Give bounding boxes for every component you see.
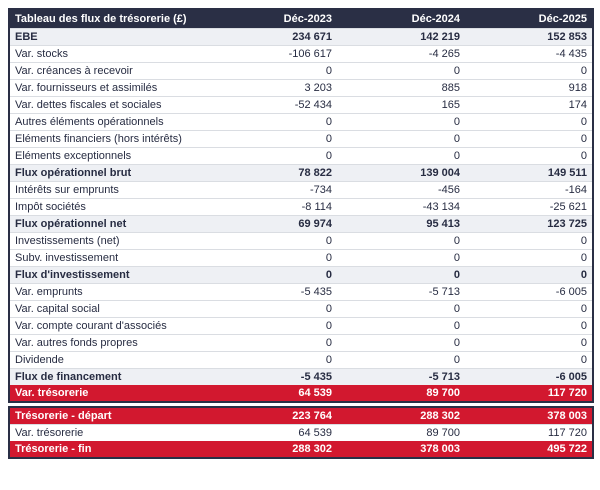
row-value: -164 [465, 181, 593, 198]
table-row [9, 96, 593, 113]
row-value: 0 [209, 249, 337, 266]
table-row [9, 368, 593, 385]
row-value: 89 700 [337, 385, 465, 402]
row-label: Subv. investissement [9, 249, 209, 266]
row-label: Autres éléments opérationnels [9, 113, 209, 130]
row-value: 0 [337, 351, 465, 368]
row-label: Flux opérationnel net [9, 215, 209, 232]
column-header-dec-2023: Déc-2023 [209, 9, 337, 28]
row-label: Var. stocks [9, 45, 209, 62]
row-value: 0 [465, 147, 593, 164]
row-value: 0 [465, 113, 593, 130]
row-value: 378 003 [337, 441, 465, 458]
row-value: 918 [465, 79, 593, 96]
table-row [9, 351, 593, 368]
row-value: 288 302 [209, 441, 337, 458]
row-value: -52 434 [209, 96, 337, 113]
row-value: 0 [337, 300, 465, 317]
row-value: 89 700 [337, 424, 465, 441]
table-row [9, 147, 593, 164]
row-value: 165 [337, 96, 465, 113]
row-value: 0 [337, 232, 465, 249]
row-label: Var. créances à recevoir [9, 62, 209, 79]
row-label: Var. compte courant d'associés [9, 317, 209, 334]
row-value: 64 539 [209, 385, 337, 402]
row-value: 64 539 [209, 424, 337, 441]
row-value: 78 822 [209, 164, 337, 181]
row-value: 0 [337, 317, 465, 334]
row-value: 0 [337, 113, 465, 130]
row-value: 0 [209, 266, 337, 283]
row-value: 0 [465, 334, 593, 351]
row-value: 0 [337, 334, 465, 351]
table-row [9, 62, 593, 79]
table-row [9, 441, 593, 458]
row-value: 152 853 [465, 28, 593, 45]
row-value: -25 621 [465, 198, 593, 215]
table-row [9, 130, 593, 147]
table-row [9, 215, 593, 232]
row-value: -5 713 [337, 283, 465, 300]
table-row [9, 79, 593, 96]
row-value: -6 005 [465, 368, 593, 385]
row-value: -5 435 [209, 283, 337, 300]
row-value: 0 [465, 130, 593, 147]
row-label: Flux d'investissement [9, 266, 209, 283]
cash-flow-table [8, 8, 594, 403]
row-value: 0 [465, 317, 593, 334]
row-value: -734 [209, 181, 337, 198]
row-value: 0 [209, 147, 337, 164]
row-label: Var. capital social [9, 300, 209, 317]
row-label: Impôt sociétés [9, 198, 209, 215]
row-value: 123 725 [465, 215, 593, 232]
row-value: 0 [465, 300, 593, 317]
row-value: -6 005 [465, 283, 593, 300]
row-value: 3 203 [209, 79, 337, 96]
table-row [9, 300, 593, 317]
row-value: 378 003 [465, 407, 593, 424]
table-row [9, 181, 593, 198]
row-value: 288 302 [337, 407, 465, 424]
row-label: Var. trésorerie [9, 385, 209, 402]
row-value: 0 [209, 232, 337, 249]
row-value: -106 617 [209, 45, 337, 62]
table-row [9, 113, 593, 130]
table-row [9, 424, 593, 441]
row-value: 149 511 [465, 164, 593, 181]
row-label: Var. dettes fiscales et sociales [9, 96, 209, 113]
treasury-summary-table [8, 406, 594, 459]
row-value: -43 134 [337, 198, 465, 215]
table-row [9, 317, 593, 334]
row-value: 117 720 [465, 385, 593, 402]
row-label: Trésorerie - départ [9, 407, 209, 424]
row-label: Var. autres fonds propres [9, 334, 209, 351]
row-value: 223 764 [209, 407, 337, 424]
row-label: Investissements (net) [9, 232, 209, 249]
row-value: 0 [209, 317, 337, 334]
row-label: Trésorerie - fin [9, 441, 209, 458]
row-value: 0 [465, 351, 593, 368]
row-value: 0 [209, 334, 337, 351]
row-value: 0 [337, 249, 465, 266]
row-label: Flux de financement [9, 368, 209, 385]
row-value: 0 [337, 62, 465, 79]
row-value: 0 [209, 113, 337, 130]
row-label: Var. trésorerie [9, 424, 209, 441]
row-value: 117 720 [465, 424, 593, 441]
row-value: 0 [209, 300, 337, 317]
table-row [9, 164, 593, 181]
row-value: -8 114 [209, 198, 337, 215]
row-value: 495 722 [465, 441, 593, 458]
row-label: Flux opérationnel brut [9, 164, 209, 181]
row-value: -5 713 [337, 368, 465, 385]
row-label: Eléments financiers (hors intérêts) [9, 130, 209, 147]
row-value: 139 004 [337, 164, 465, 181]
table-row [9, 249, 593, 266]
row-value: 0 [337, 147, 465, 164]
column-header-dec-2024: Déc-2024 [337, 9, 465, 28]
table-header-row [9, 9, 593, 28]
row-value: 69 974 [209, 215, 337, 232]
row-value: -456 [337, 181, 465, 198]
row-value: 0 [465, 232, 593, 249]
row-label: Intérêts sur emprunts [9, 181, 209, 198]
row-value: 0 [465, 266, 593, 283]
table-row [9, 266, 593, 283]
table-row [9, 407, 593, 424]
row-value: 0 [209, 62, 337, 79]
row-value: 174 [465, 96, 593, 113]
column-header-dec-2025: Déc-2025 [465, 9, 593, 28]
row-label: Var. emprunts [9, 283, 209, 300]
row-value: 0 [209, 130, 337, 147]
row-value: 95 413 [337, 215, 465, 232]
table-row [9, 232, 593, 249]
table-title: Tableau des flux de trésorerie (£) [9, 9, 209, 28]
table-row [9, 28, 593, 45]
row-value: 0 [209, 351, 337, 368]
row-label: Var. fournisseurs et assimilés [9, 79, 209, 96]
table-row [9, 334, 593, 351]
row-value: 0 [337, 266, 465, 283]
row-value: -5 435 [209, 368, 337, 385]
row-value: -4 435 [465, 45, 593, 62]
row-value: -4 265 [337, 45, 465, 62]
row-value: 0 [465, 62, 593, 79]
row-value: 0 [337, 130, 465, 147]
row-value: 234 671 [209, 28, 337, 45]
table-row [9, 198, 593, 215]
row-value: 0 [465, 249, 593, 266]
table-row [9, 385, 593, 402]
table-row [9, 45, 593, 62]
row-value: 142 219 [337, 28, 465, 45]
table-row [9, 283, 593, 300]
row-label: EBE [9, 28, 209, 45]
row-label: Eléments exceptionnels [9, 147, 209, 164]
row-label: Dividende [9, 351, 209, 368]
row-value: 885 [337, 79, 465, 96]
